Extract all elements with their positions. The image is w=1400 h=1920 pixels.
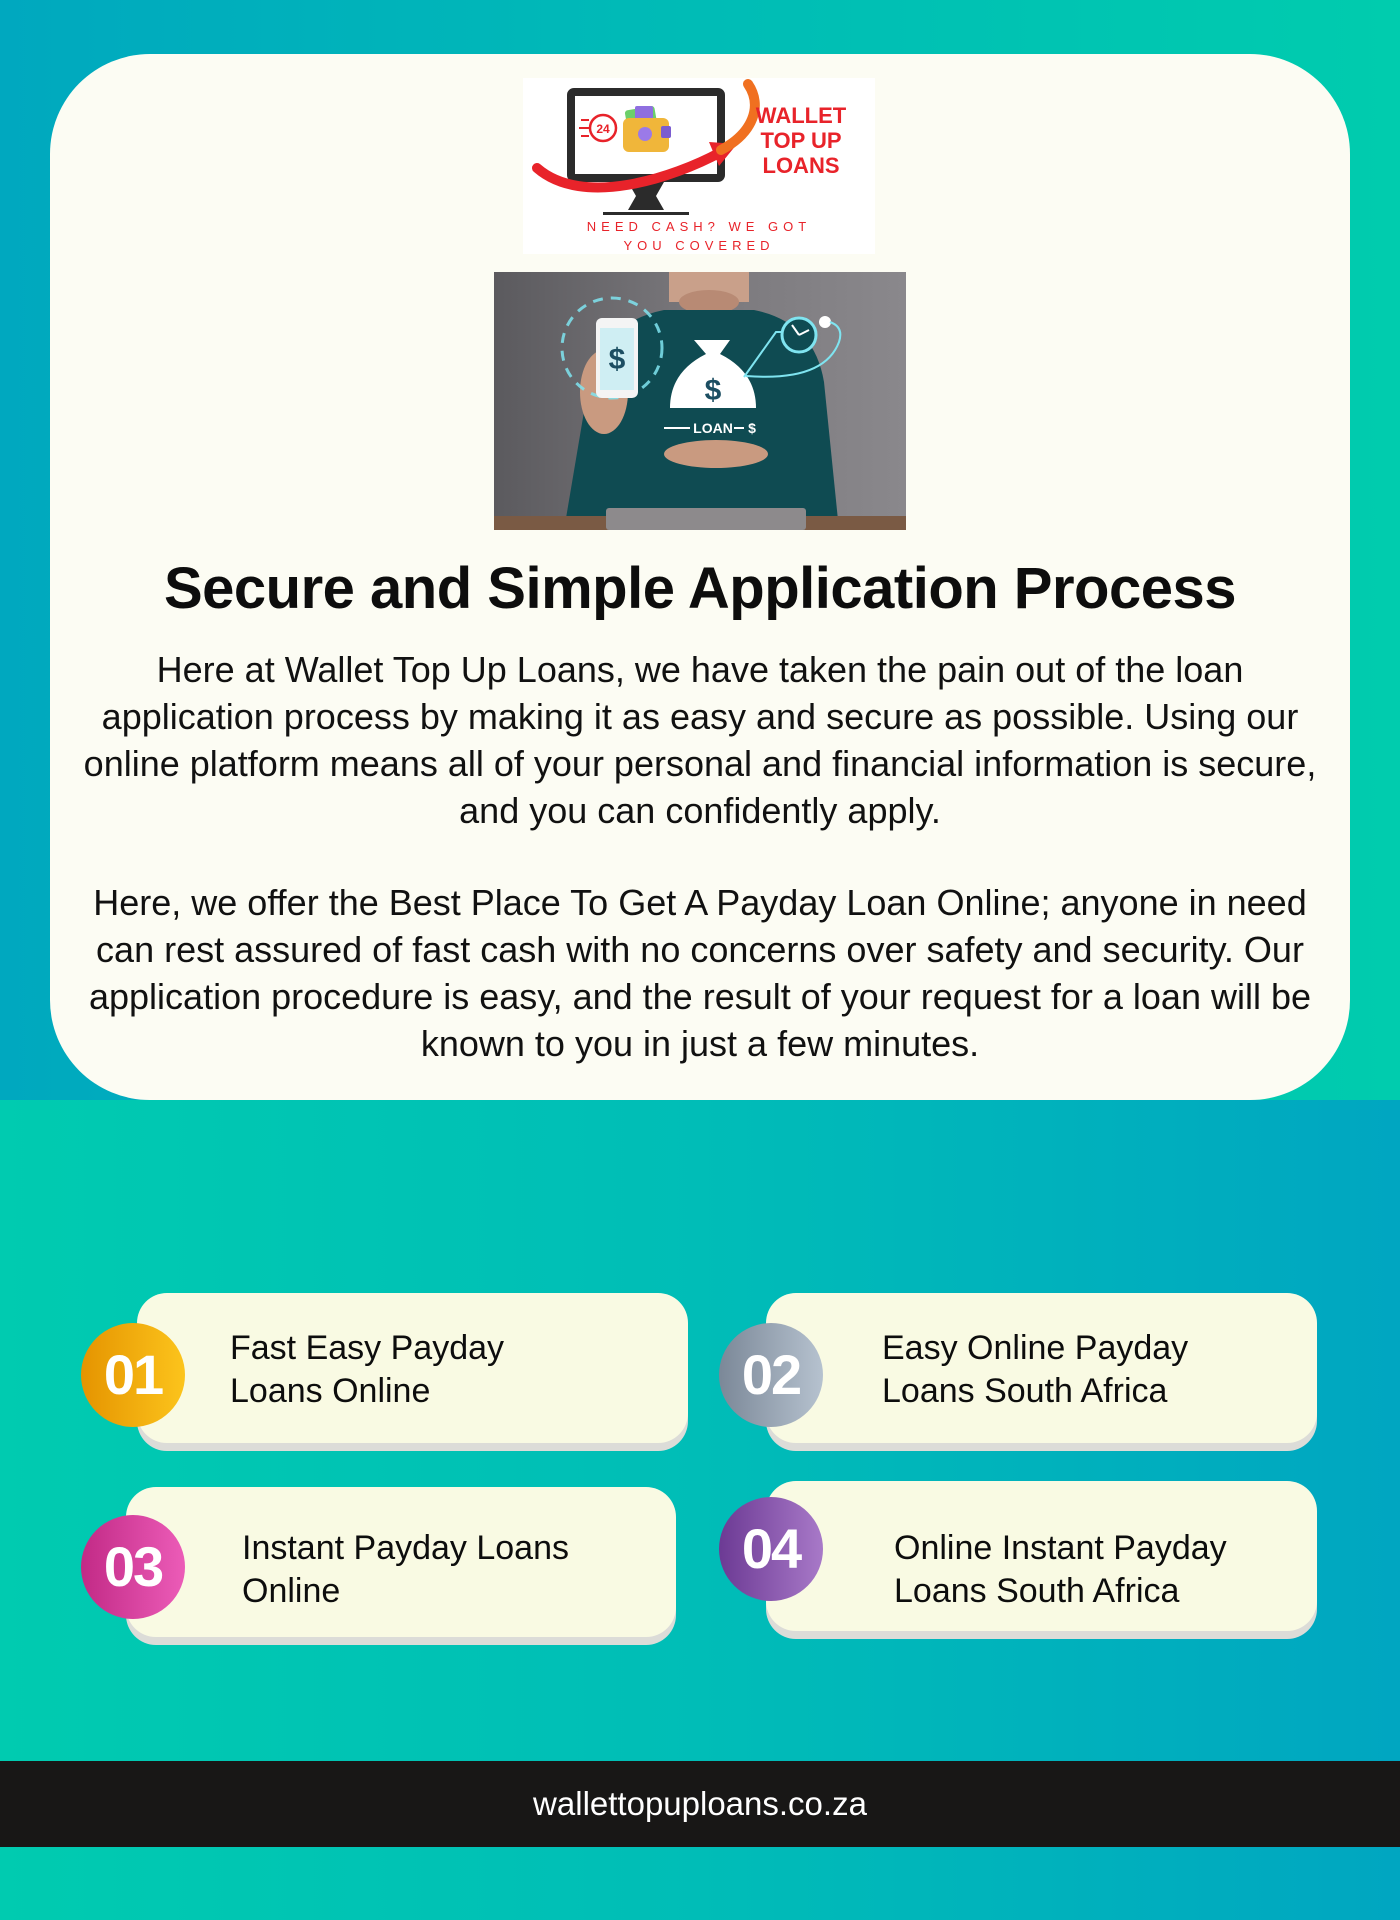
- page-title: Secure and Simple Application Process: [163, 556, 1237, 621]
- svg-text:$: $: [748, 420, 756, 436]
- svg-text:YOU COVERED: YOU COVERED: [623, 238, 775, 253]
- person-loan-illustration-icon: [494, 272, 906, 530]
- hero-image: [494, 272, 906, 530]
- feature-label: Fast Easy Payday Loans Online: [230, 1329, 505, 1410]
- svg-text:NEED CASH? WE GOT: NEED CASH? WE GOT: [586, 219, 812, 234]
- number-badge-04: 04: [719, 1497, 823, 1601]
- number-badge-01: 01: [81, 1323, 185, 1427]
- brand-logo: [523, 78, 875, 254]
- feature-card-02: [766, 1293, 1317, 1443]
- number-badge-02: 02: [719, 1323, 823, 1427]
- feature-label: Online Instant Payday Loans South Africa: [894, 1529, 1227, 1610]
- svg-text:LOAN: LOAN: [693, 420, 733, 436]
- number-badge-03: 03: [81, 1515, 185, 1619]
- website-link[interactable]: wallettopuploans.co.za: [533, 1785, 867, 1822]
- svg-text:WALLET: WALLET: [755, 103, 847, 128]
- svg-text:TOP UP: TOP UP: [760, 128, 842, 153]
- svg-text:24: 24: [596, 122, 610, 136]
- svg-text:$: $: [704, 374, 722, 407]
- feature-card-03: [126, 1487, 676, 1637]
- feature-card-01: [137, 1293, 688, 1443]
- footer-bar: [0, 1761, 1400, 1847]
- feature-card-04: [766, 1481, 1317, 1631]
- feature-label: Easy Online Payday Loans South Africa: [882, 1329, 1189, 1410]
- offer-paragraph: Here, we offer the Best Place To Get A Payday Loan Online; anyone in need can rest assured of fast cash with no concerns over safety and security. Our application procedure is easy, and the result of your request for a loan will be known to you in just a few minutes.: [88, 882, 1312, 1064]
- svg-text:LOANS: LOANS: [762, 153, 840, 178]
- logo-graphic-icon: [523, 78, 875, 254]
- feature-label: Instant Payday Loans Online: [242, 1529, 570, 1610]
- intro-paragraph: Here at Wallet Top Up Loans, we have taken the pain out of the loan application process by making it as easy and secure as possible. Using our online platform means all of your personal and financial information is secure, and you can confidently apply.: [83, 649, 1317, 831]
- svg-text:$: $: [608, 343, 626, 376]
